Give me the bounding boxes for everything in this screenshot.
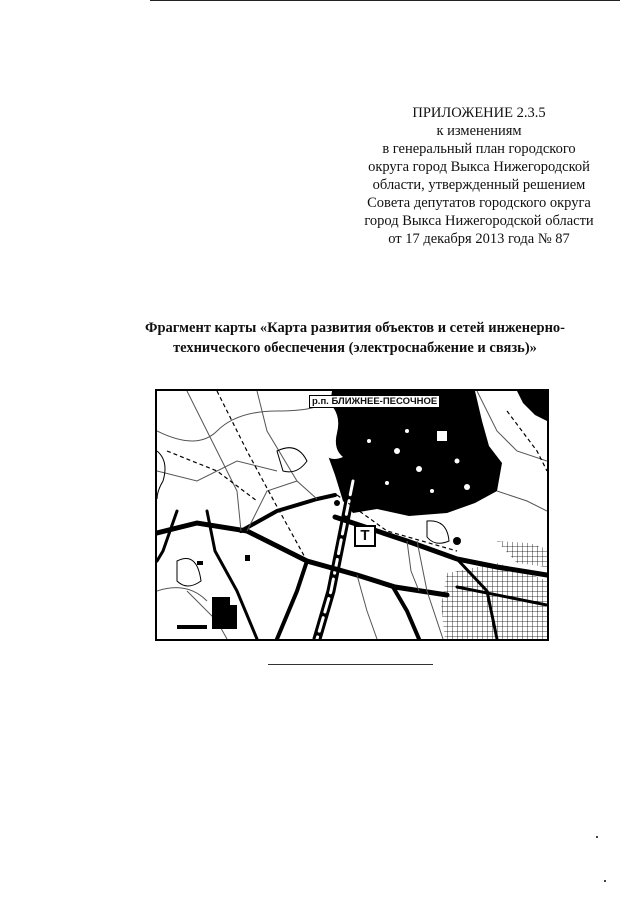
urban-block-2 bbox=[497, 541, 547, 567]
road-north bbox=[241, 495, 335, 531]
road-south bbox=[277, 561, 307, 639]
appendix-number: ПРИЛОЖЕНИЕ 2.3.5 bbox=[412, 105, 546, 121]
road-west bbox=[157, 523, 447, 595]
title-line-2: технического обеспечения (электроснабжение и связь)» bbox=[173, 340, 537, 356]
map-drawing bbox=[157, 391, 547, 639]
scan-speck bbox=[596, 836, 598, 838]
scan-speck bbox=[604, 880, 606, 882]
settlement-label: р.п. БЛИЖНЕЕ-ПЕСОЧНОЕ bbox=[309, 395, 440, 408]
document-title bbox=[120, 318, 590, 358]
road-southeast bbox=[393, 587, 419, 639]
end-divider bbox=[268, 664, 433, 665]
appendix-line: город Выкса Нижегородской области bbox=[364, 213, 594, 229]
appendix-header bbox=[340, 104, 618, 248]
appendix-line: к изменениям bbox=[436, 123, 522, 139]
title-line-1: Фрагмент карты «Карта развития объектов и сетей инженерно- bbox=[144, 320, 566, 336]
appendix-line: в генеральный план городского bbox=[382, 141, 576, 157]
road-left bbox=[157, 511, 177, 561]
appendix-line: округа город Выкса Нижегородской bbox=[368, 159, 590, 175]
dark-corner bbox=[517, 391, 547, 421]
appendix-line: области, утвержденный решением bbox=[372, 177, 586, 193]
appendix-date: от 17 декабря 2013 года № 87 bbox=[388, 231, 570, 247]
appendix-line: Совета депутатов городского округа bbox=[367, 195, 591, 211]
substation-symbol: Т bbox=[354, 525, 376, 547]
top-edge-line bbox=[150, 0, 620, 1]
map-fragment bbox=[155, 389, 549, 641]
